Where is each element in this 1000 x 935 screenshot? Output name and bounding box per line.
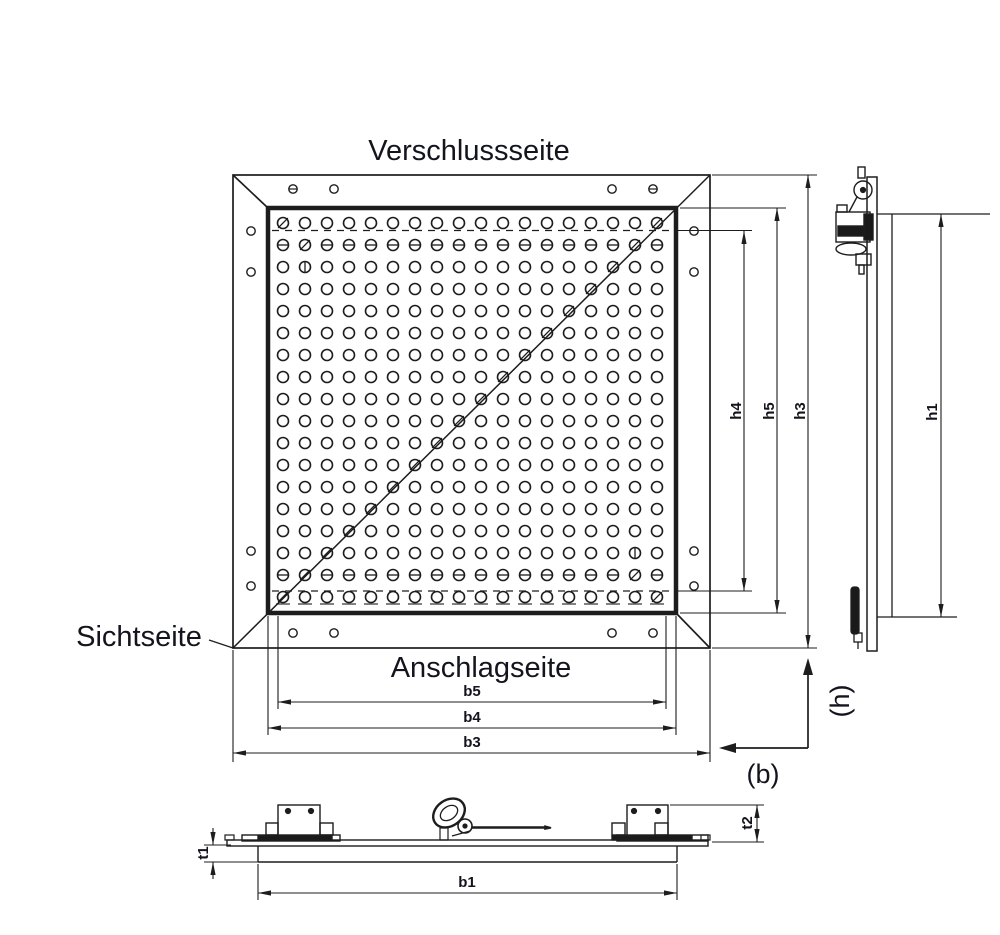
axis-b-arrowhead <box>719 743 736 753</box>
dim-label-b1: b1 <box>458 874 476 891</box>
label-verschlussseite: Verschlussseite <box>368 135 570 167</box>
label-sichtseite: Sichtseite <box>76 621 202 653</box>
front-view <box>209 175 710 648</box>
axis-label-b: (b) <box>746 759 780 789</box>
axis-label-h: (h) <box>825 684 855 718</box>
side-view <box>836 167 990 651</box>
hinge-left <box>242 805 340 841</box>
sichtseite-leader <box>209 640 233 648</box>
axis-h-arrowhead <box>803 658 813 675</box>
label-anschlagseite: Anschlagseite <box>390 652 572 684</box>
door-leaf-section <box>258 846 677 862</box>
perforation-grid <box>276 218 664 605</box>
dim-label-h1: h1 <box>924 403 941 421</box>
dim-label-t1: t1 <box>195 846 212 860</box>
section-view <box>225 793 710 862</box>
panel-edge-profile <box>867 177 877 651</box>
dim-label-b5: b5 <box>463 683 481 700</box>
dim-label-b3: b3 <box>463 734 481 751</box>
miter-bottom-right <box>676 613 710 648</box>
dim-label-b4: b4 <box>463 709 481 726</box>
dim-label-h5: h5 <box>761 402 778 420</box>
miter-top-left <box>233 175 268 208</box>
latch-center <box>428 793 551 840</box>
hinge-right <box>612 805 708 841</box>
dim-label-t2: t2 <box>739 816 756 830</box>
axis-arrows <box>719 658 813 753</box>
hinge-side-profile <box>851 587 862 649</box>
dim-label-h4: h4 <box>728 402 745 420</box>
dim-label-h3: h3 <box>792 402 809 420</box>
